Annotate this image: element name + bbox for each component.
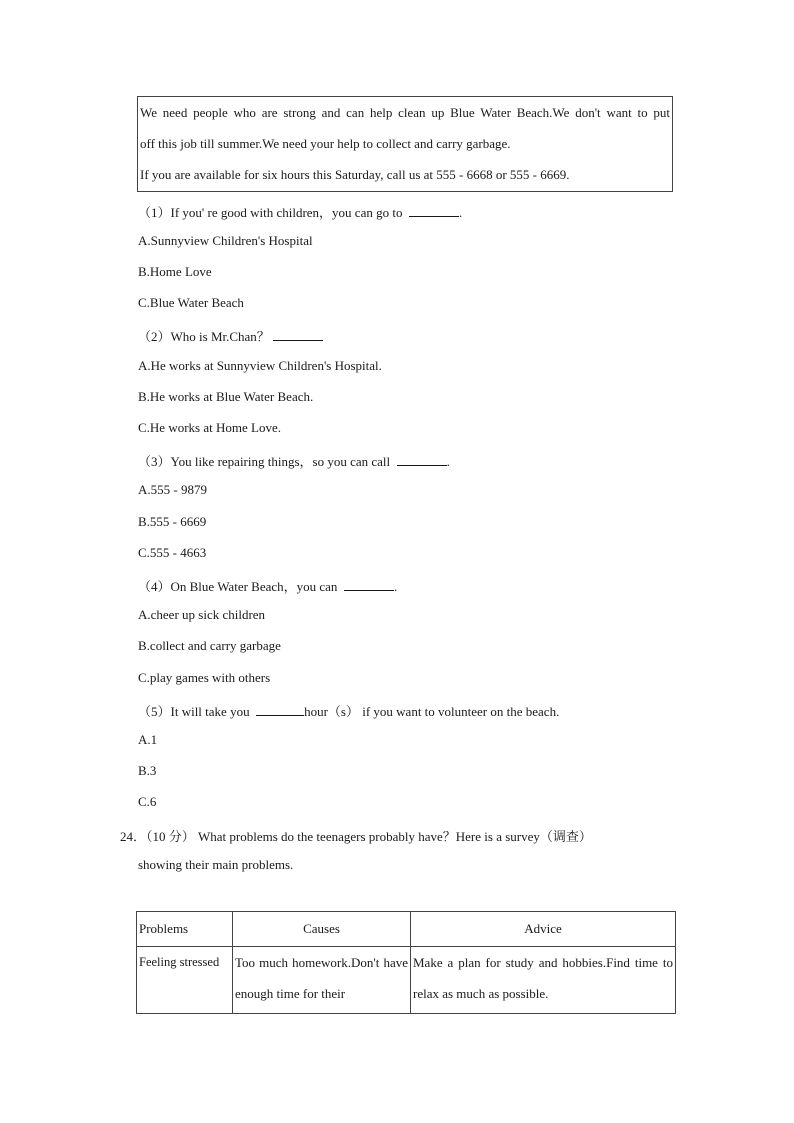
question-2-option-b: B.He works at Blue Water Beach. xyxy=(138,389,314,404)
answer-blank xyxy=(273,329,323,341)
question-stem-end: hour（s） if you want to volunteer on the beach. xyxy=(304,704,560,719)
question-stem-end: . xyxy=(446,454,450,469)
question-1-stem xyxy=(138,202,462,221)
question-3-option-a: A.555 - 9879 xyxy=(138,482,207,497)
notice-line-3: If you are available for six hours this Saturday, call us at 555 - 6668 or 555 - 6669. xyxy=(140,167,570,182)
question-4-option-a: A.cheer up sick children xyxy=(138,607,266,622)
answer-blank xyxy=(344,579,394,591)
advice-cell: Make a plan for study and hobbies.Find time to relax as much as possible. xyxy=(411,947,676,1014)
question-5-option-a: A.1 xyxy=(138,732,158,747)
notice-line-1: We need people who are strong and can help clean up Blue Water Beach.We don't want to put xyxy=(140,105,670,120)
header-advice: Advice xyxy=(411,912,676,947)
notice-box xyxy=(137,96,673,192)
question-24-text: （10 分） What problems do the teenagers probably have？Here is a survey（调查） xyxy=(146,829,592,844)
header-problems: Problems xyxy=(137,912,233,947)
question-24-stem xyxy=(120,826,672,845)
question-4-stem xyxy=(138,576,397,595)
problem-cell: Feeling stressed xyxy=(137,947,233,1014)
question-stem-text: （4）On Blue Water Beach，you can xyxy=(138,579,338,594)
question-2-option-c: C.He works at Home Love. xyxy=(138,420,281,435)
question-2-option-a: A.He works at Sunnyview Children's Hospital. xyxy=(138,358,382,373)
question-4-option-c: C.play games with others xyxy=(138,670,271,685)
table-header-row xyxy=(137,912,676,947)
question-1-option-b: B.Home Love xyxy=(138,264,212,279)
table-row xyxy=(137,947,676,1014)
survey-table xyxy=(136,911,676,1014)
question-2-stem xyxy=(138,326,323,345)
question-1-option-c: C.Blue Water Beach xyxy=(138,295,244,310)
answer-blank xyxy=(409,205,459,217)
question-4-option-b: B.collect and carry garbage xyxy=(138,638,281,653)
question-3-option-c: C.555 - 4663 xyxy=(138,545,207,560)
question-24-stem-line-2: showing their main problems. xyxy=(138,857,294,872)
answer-blank xyxy=(397,454,447,466)
question-5-stem xyxy=(138,701,559,720)
question-stem-end: . xyxy=(458,205,463,220)
cause-cell: Too much homework.Don't have enough time for their xyxy=(233,947,411,1014)
question-stem-text: （1）If you' re good with children，you can go to xyxy=(138,205,403,220)
question-stem-text: （5）It will take you xyxy=(138,704,250,719)
question-1-option-a: A.Sunnyview Children's Hospital xyxy=(138,233,313,248)
question-5-option-b: B.3 xyxy=(138,763,157,778)
question-stem-text: （2）Who is Mr.Chan？ xyxy=(138,329,270,344)
question-3-option-b: B.555 - 6669 xyxy=(138,514,207,529)
notice-line-2: off this job till summer.We need your help to collect and carry garbage. xyxy=(140,136,511,151)
question-stem-end: . xyxy=(393,579,398,594)
question-5-option-c: C.6 xyxy=(138,794,157,809)
question-3-stem xyxy=(138,451,450,470)
question-stem-text: （3）You like repairing things，so you can call xyxy=(138,454,391,469)
answer-blank xyxy=(256,704,304,716)
question-number: 24． xyxy=(120,829,147,844)
header-causes: Causes xyxy=(233,912,411,947)
